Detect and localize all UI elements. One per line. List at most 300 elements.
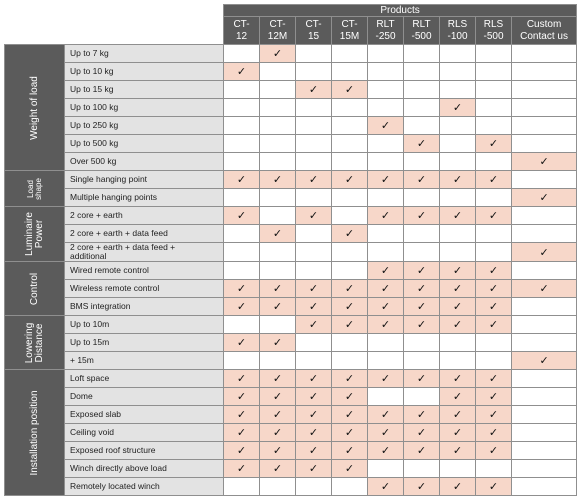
table-row xyxy=(5,406,577,424)
empty-cell xyxy=(440,117,476,135)
check-cell xyxy=(404,280,440,298)
empty-cell xyxy=(260,117,296,135)
row-label: Wireless remote control xyxy=(65,280,224,298)
check-cell xyxy=(368,406,404,424)
empty-cell xyxy=(476,153,512,171)
check-cell xyxy=(296,298,332,316)
check-cell xyxy=(296,316,332,334)
row-label: Exposed slab xyxy=(65,406,224,424)
empty-cell xyxy=(512,370,577,388)
product-column-rlt-250: RLT -250 xyxy=(368,17,404,45)
check-cell xyxy=(332,442,368,460)
check-icon: ✓ xyxy=(308,301,319,313)
check-cell xyxy=(224,171,260,189)
check-icon: ✓ xyxy=(452,427,463,439)
check-cell xyxy=(476,478,512,496)
row-label: Exposed roof structure xyxy=(65,442,224,460)
check-icon: ✓ xyxy=(452,283,463,295)
check-icon: ✓ xyxy=(416,301,427,313)
category-label: Lowering Distance xyxy=(23,322,45,363)
check-icon: ✓ xyxy=(272,463,283,475)
check-icon: ✓ xyxy=(416,481,427,493)
check-cell xyxy=(440,406,476,424)
check-icon: ✓ xyxy=(236,337,247,349)
check-cell xyxy=(260,171,296,189)
empty-cell xyxy=(404,81,440,99)
check-icon: ✓ xyxy=(344,373,355,385)
empty-cell xyxy=(404,117,440,135)
check-cell xyxy=(512,280,577,298)
empty-cell xyxy=(224,45,260,63)
empty-cell xyxy=(260,99,296,117)
check-icon: ✓ xyxy=(272,48,283,60)
table-row xyxy=(5,117,577,135)
check-icon: ✓ xyxy=(452,373,463,385)
check-cell xyxy=(332,280,368,298)
empty-cell xyxy=(224,153,260,171)
empty-cell xyxy=(368,45,404,63)
check-cell xyxy=(476,406,512,424)
check-cell xyxy=(404,478,440,496)
empty-cell xyxy=(476,45,512,63)
empty-cell xyxy=(476,81,512,99)
check-icon: ✓ xyxy=(488,373,499,385)
empty-cell xyxy=(296,243,332,262)
product-comparison-table xyxy=(4,4,577,496)
check-cell xyxy=(440,442,476,460)
table-row xyxy=(5,424,577,442)
category-weight-of-load xyxy=(5,45,65,171)
check-icon: ✓ xyxy=(539,192,549,204)
check-cell xyxy=(476,207,512,225)
check-icon: ✓ xyxy=(452,391,463,403)
check-icon: ✓ xyxy=(344,445,355,457)
empty-cell xyxy=(224,135,260,153)
empty-cell xyxy=(404,388,440,406)
table-row xyxy=(5,63,577,81)
check-cell xyxy=(332,460,368,478)
empty-cell xyxy=(224,352,260,370)
check-cell xyxy=(296,280,332,298)
products-header-row xyxy=(5,5,577,17)
check-cell xyxy=(476,171,512,189)
check-icon: ✓ xyxy=(452,409,463,421)
empty-cell xyxy=(476,189,512,207)
check-icon: ✓ xyxy=(308,373,319,385)
check-icon: ✓ xyxy=(488,265,499,277)
empty-cell xyxy=(368,460,404,478)
check-icon: ✓ xyxy=(380,265,391,277)
row-label: 2 core + earth xyxy=(65,207,224,225)
check-icon: ✓ xyxy=(308,283,319,295)
table-row xyxy=(5,280,577,298)
product-column-rlt-500: RLT -500 xyxy=(404,17,440,45)
check-icon: ✓ xyxy=(236,409,247,421)
empty-cell xyxy=(296,45,332,63)
check-icon: ✓ xyxy=(380,409,391,421)
check-icon: ✓ xyxy=(308,427,319,439)
check-cell xyxy=(476,298,512,316)
empty-cell xyxy=(296,334,332,352)
empty-cell xyxy=(224,117,260,135)
table-row xyxy=(5,370,577,388)
empty-cell xyxy=(260,316,296,334)
empty-cell xyxy=(224,99,260,117)
check-icon: ✓ xyxy=(272,445,283,457)
empty-cell xyxy=(332,207,368,225)
check-cell xyxy=(368,262,404,280)
row-label: Up to 15 kg xyxy=(65,81,224,99)
check-icon: ✓ xyxy=(488,210,499,222)
empty-cell xyxy=(512,298,577,316)
check-cell xyxy=(476,442,512,460)
category-label: Weight of load xyxy=(28,75,40,140)
row-label: Dome xyxy=(65,388,224,406)
table-row xyxy=(5,352,577,370)
row-label: + 15m xyxy=(65,352,224,370)
empty-cell xyxy=(476,117,512,135)
check-icon: ✓ xyxy=(488,283,499,295)
check-icon: ✓ xyxy=(272,301,283,313)
check-icon: ✓ xyxy=(539,246,549,259)
check-cell xyxy=(404,207,440,225)
empty-cell xyxy=(476,352,512,370)
check-icon: ✓ xyxy=(416,409,427,421)
table-row xyxy=(5,478,577,496)
check-icon: ✓ xyxy=(272,228,283,240)
empty-cell xyxy=(440,460,476,478)
check-icon: ✓ xyxy=(488,301,499,313)
check-icon: ✓ xyxy=(344,409,355,421)
category-installation-position xyxy=(5,370,65,496)
check-icon: ✓ xyxy=(452,481,463,493)
check-cell xyxy=(224,280,260,298)
table-row xyxy=(5,298,577,316)
empty-cell xyxy=(224,225,260,243)
empty-cell xyxy=(224,81,260,99)
check-cell xyxy=(260,370,296,388)
check-cell xyxy=(368,280,404,298)
table-row xyxy=(5,171,577,189)
check-cell xyxy=(440,424,476,442)
row-label: Up to 10 kg xyxy=(65,63,224,81)
row-label: 2 core + earth + data feed + additional xyxy=(65,243,224,262)
table-row xyxy=(5,316,577,334)
check-icon: ✓ xyxy=(236,301,247,313)
check-icon: ✓ xyxy=(452,210,463,222)
check-icon: ✓ xyxy=(488,445,499,457)
empty-cell xyxy=(512,63,577,81)
product-column-ct-15: CT- 15 xyxy=(296,17,332,45)
check-cell xyxy=(476,316,512,334)
product-column-custom-contact-us: Custom Contact us xyxy=(512,17,577,45)
check-cell xyxy=(440,171,476,189)
empty-cell xyxy=(512,424,577,442)
empty-cell xyxy=(368,388,404,406)
check-cell xyxy=(332,298,368,316)
empty-cell xyxy=(224,262,260,280)
empty-cell xyxy=(440,45,476,63)
empty-cell xyxy=(332,189,368,207)
table-row xyxy=(5,225,577,243)
check-cell xyxy=(404,316,440,334)
check-icon: ✓ xyxy=(416,373,427,385)
empty-cell xyxy=(368,63,404,81)
empty-cell xyxy=(368,153,404,171)
check-icon: ✓ xyxy=(344,228,355,240)
check-cell xyxy=(224,442,260,460)
check-cell xyxy=(368,171,404,189)
check-cell xyxy=(476,388,512,406)
empty-cell xyxy=(512,45,577,63)
check-icon: ✓ xyxy=(416,319,427,331)
check-cell xyxy=(260,225,296,243)
empty-cell xyxy=(440,243,476,262)
empty-cell xyxy=(440,334,476,352)
row-label: Up to 500 kg xyxy=(65,135,224,153)
check-icon: ✓ xyxy=(344,463,355,475)
check-icon: ✓ xyxy=(488,481,499,493)
product-column-rls-100: RLS -100 xyxy=(440,17,476,45)
check-cell xyxy=(296,81,332,99)
category-label: Control xyxy=(28,272,40,305)
empty-cell xyxy=(224,316,260,334)
check-icon: ✓ xyxy=(416,138,427,150)
check-icon: ✓ xyxy=(488,409,499,421)
check-cell xyxy=(368,424,404,442)
empty-cell xyxy=(440,352,476,370)
check-cell xyxy=(332,424,368,442)
check-cell xyxy=(476,262,512,280)
empty-cell xyxy=(440,135,476,153)
check-icon: ✓ xyxy=(272,427,283,439)
check-icon: ✓ xyxy=(272,409,283,421)
row-label: Up to 100 kg xyxy=(65,99,224,117)
check-cell xyxy=(260,442,296,460)
check-cell xyxy=(260,280,296,298)
check-cell xyxy=(404,298,440,316)
check-cell xyxy=(440,316,476,334)
empty-cell xyxy=(224,243,260,262)
empty-cell xyxy=(332,478,368,496)
empty-cell xyxy=(512,262,577,280)
row-label: Up to 7 kg xyxy=(65,45,224,63)
check-cell xyxy=(332,388,368,406)
empty-cell xyxy=(260,207,296,225)
check-icon: ✓ xyxy=(488,174,499,186)
check-icon: ✓ xyxy=(308,319,319,331)
table-row xyxy=(5,460,577,478)
check-cell xyxy=(224,460,260,478)
empty-cell xyxy=(512,171,577,189)
check-icon: ✓ xyxy=(272,283,283,295)
table-row xyxy=(5,388,577,406)
check-icon: ✓ xyxy=(308,210,319,222)
empty-cell xyxy=(512,388,577,406)
check-cell xyxy=(440,207,476,225)
check-icon: ✓ xyxy=(272,174,283,186)
empty-cell xyxy=(368,334,404,352)
empty-cell xyxy=(404,45,440,63)
check-icon: ✓ xyxy=(308,463,319,475)
row-label: Single hanging point xyxy=(65,171,224,189)
row-label: 2 core + earth + data feed xyxy=(65,225,224,243)
check-cell xyxy=(260,334,296,352)
check-cell xyxy=(476,280,512,298)
empty-cell xyxy=(440,63,476,81)
check-icon: ✓ xyxy=(452,265,463,277)
check-icon: ✓ xyxy=(452,319,463,331)
check-icon: ✓ xyxy=(380,301,391,313)
check-cell xyxy=(224,406,260,424)
check-cell xyxy=(512,243,577,262)
empty-cell xyxy=(332,334,368,352)
product-column-ct-15m: CT- 15M xyxy=(332,17,368,45)
row-label: Loft space xyxy=(65,370,224,388)
check-icon: ✓ xyxy=(416,445,427,457)
check-icon: ✓ xyxy=(488,138,499,150)
empty-cell xyxy=(512,225,577,243)
empty-cell xyxy=(404,63,440,81)
row-label: Over 500 kg xyxy=(65,153,224,171)
check-cell xyxy=(296,171,332,189)
check-icon: ✓ xyxy=(380,283,391,295)
check-icon: ✓ xyxy=(344,391,355,403)
empty-cell xyxy=(440,225,476,243)
check-icon: ✓ xyxy=(344,319,355,331)
empty-cell xyxy=(476,243,512,262)
check-icon: ✓ xyxy=(539,156,549,168)
empty-cell xyxy=(512,99,577,117)
empty-cell xyxy=(260,81,296,99)
check-cell xyxy=(332,406,368,424)
empty-cell xyxy=(404,189,440,207)
empty-cell xyxy=(332,153,368,171)
empty-cell xyxy=(296,135,332,153)
check-cell xyxy=(440,262,476,280)
check-icon: ✓ xyxy=(236,66,247,78)
check-cell xyxy=(404,135,440,153)
table-row xyxy=(5,243,577,262)
check-icon: ✓ xyxy=(416,210,427,222)
empty-cell xyxy=(296,225,332,243)
check-cell xyxy=(296,406,332,424)
check-icon: ✓ xyxy=(272,337,283,349)
row-label: Up to 250 kg xyxy=(65,117,224,135)
empty-cell xyxy=(224,189,260,207)
empty-cell xyxy=(512,207,577,225)
check-cell xyxy=(296,424,332,442)
row-label: Up to 10m xyxy=(65,316,224,334)
empty-cell xyxy=(440,81,476,99)
table-row xyxy=(5,81,577,99)
check-cell xyxy=(368,117,404,135)
empty-cell xyxy=(296,117,332,135)
check-cell xyxy=(296,460,332,478)
check-cell xyxy=(332,316,368,334)
check-cell xyxy=(260,45,296,63)
check-cell xyxy=(368,370,404,388)
check-cell xyxy=(296,388,332,406)
check-icon: ✓ xyxy=(380,445,391,457)
check-cell xyxy=(440,280,476,298)
check-icon: ✓ xyxy=(452,102,463,114)
check-cell xyxy=(512,189,577,207)
empty-cell xyxy=(476,63,512,81)
category-load-shape xyxy=(5,171,65,207)
empty-cell xyxy=(260,189,296,207)
check-icon: ✓ xyxy=(539,355,549,367)
empty-cell xyxy=(332,135,368,153)
empty-cell xyxy=(296,478,332,496)
empty-cell xyxy=(404,153,440,171)
empty-cell xyxy=(512,117,577,135)
empty-cell xyxy=(296,99,332,117)
row-label: Winch directly above load xyxy=(65,460,224,478)
check-cell xyxy=(260,406,296,424)
empty-cell xyxy=(296,262,332,280)
check-icon: ✓ xyxy=(380,481,391,493)
row-label: Up to 15m xyxy=(65,334,224,352)
table-row xyxy=(5,135,577,153)
category-lowering-distance xyxy=(5,316,65,370)
empty-cell xyxy=(296,352,332,370)
check-icon: ✓ xyxy=(236,373,247,385)
empty-cell xyxy=(404,460,440,478)
check-cell xyxy=(368,207,404,225)
empty-cell xyxy=(440,153,476,171)
empty-cell xyxy=(512,81,577,99)
check-cell xyxy=(296,442,332,460)
table-row xyxy=(5,153,577,171)
table-row xyxy=(5,334,577,352)
empty-cell xyxy=(476,334,512,352)
check-icon: ✓ xyxy=(344,427,355,439)
check-cell xyxy=(368,478,404,496)
check-cell xyxy=(440,298,476,316)
empty-cell xyxy=(512,460,577,478)
empty-cell xyxy=(368,189,404,207)
empty-cell xyxy=(512,334,577,352)
check-icon: ✓ xyxy=(488,427,499,439)
check-icon: ✓ xyxy=(344,301,355,313)
empty-cell xyxy=(368,225,404,243)
empty-cell xyxy=(296,153,332,171)
empty-cell xyxy=(476,99,512,117)
check-icon: ✓ xyxy=(236,427,247,439)
table-row xyxy=(5,207,577,225)
empty-cell xyxy=(332,45,368,63)
check-icon: ✓ xyxy=(539,283,549,295)
empty-cell xyxy=(404,334,440,352)
empty-cell xyxy=(260,153,296,171)
empty-cell xyxy=(296,63,332,81)
check-icon: ✓ xyxy=(236,283,247,295)
check-icon: ✓ xyxy=(380,174,391,186)
check-icon: ✓ xyxy=(236,445,247,457)
check-cell xyxy=(332,225,368,243)
check-cell xyxy=(224,207,260,225)
check-icon: ✓ xyxy=(380,210,391,222)
row-label: Multiple hanging points xyxy=(65,189,224,207)
check-cell xyxy=(476,370,512,388)
row-label: Ceiling void xyxy=(65,424,224,442)
check-icon: ✓ xyxy=(416,427,427,439)
check-cell xyxy=(368,316,404,334)
empty-cell xyxy=(260,63,296,81)
table-row xyxy=(5,45,577,63)
check-icon: ✓ xyxy=(308,84,319,96)
